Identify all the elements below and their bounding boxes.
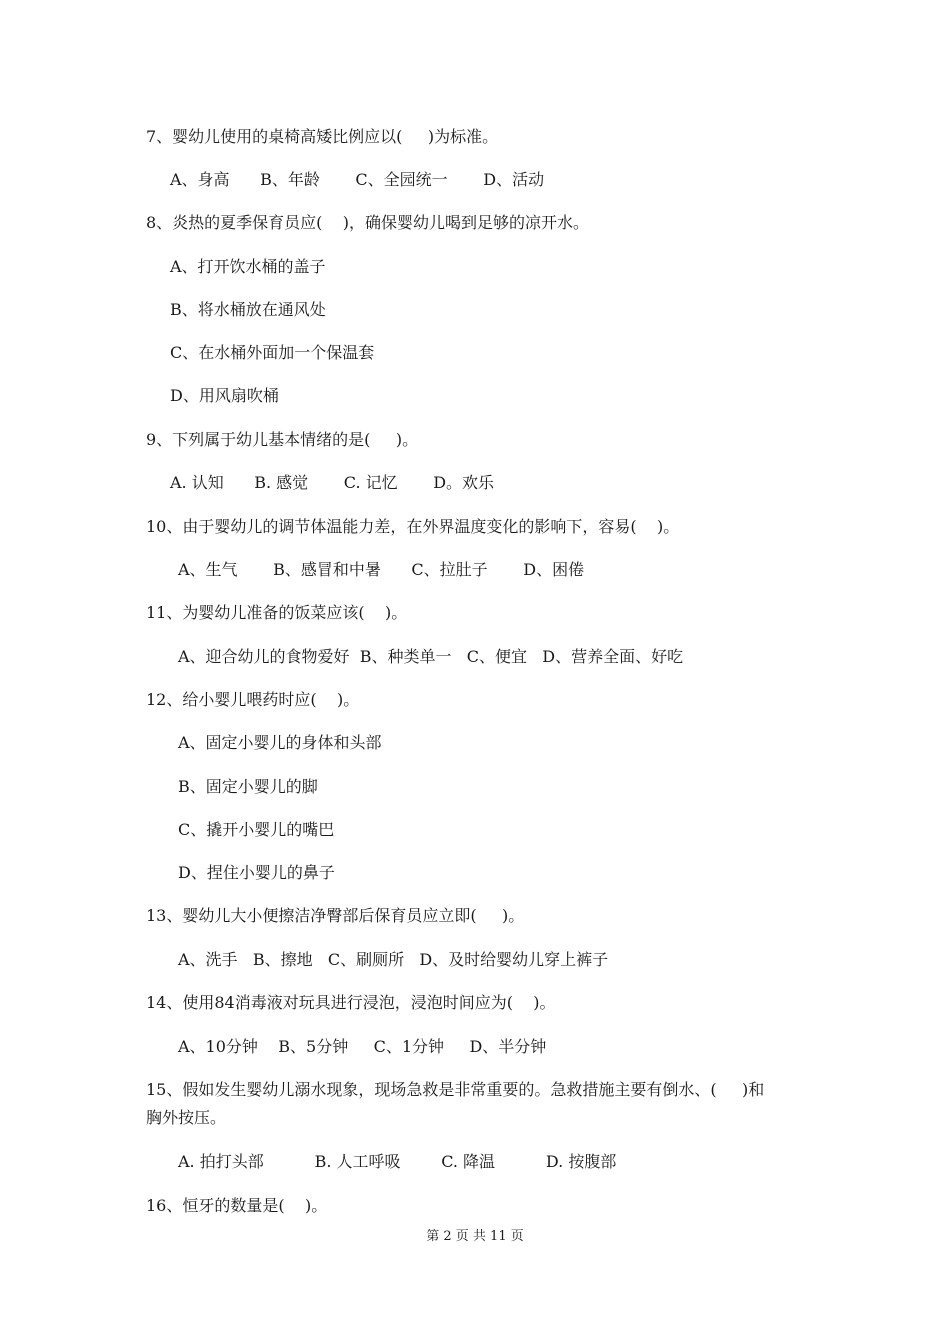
question-11-options: A、迎合幼儿的食物爱好 B、种类单一 C、便宜 D、营养全面、好吃	[178, 647, 684, 666]
question-7-stem: 7、婴幼儿使用的桌椅高矮比例应以( )为标准。	[146, 127, 499, 146]
question-13-options: A、洗手 B、擦地 C、刷厕所 D、及时给婴幼儿穿上裤子	[178, 950, 609, 969]
question-8-stem: 8、炎热的夏季保育员应( )，确保婴幼儿喝到足够的凉开水。	[146, 213, 590, 232]
question-15-stem-line-2: 胸外按压。	[146, 1108, 227, 1127]
question-8-option-a: A、打开饮水桶的盖子	[170, 257, 326, 276]
question-12-option-d: D、捏住小婴儿的鼻子	[178, 863, 335, 882]
question-15-options: A. 拍打头部 B. 人工呼吸 C. 降温 D. 按腹部	[178, 1152, 617, 1171]
question-14-options: A、10分钟 B、5分钟 C、1分钟 D、半分钟	[178, 1037, 547, 1056]
question-14-stem: 14、使用84消毒液对玩具进行浸泡，浸泡时间应为( )。	[146, 993, 556, 1012]
question-8-option-b: B、将水桶放在通风处	[170, 300, 326, 319]
question-7-options: A、身高 B、年龄 C、全园统一 D、活动	[170, 170, 545, 189]
question-12-stem: 12、给小婴儿喂药时应( )。	[146, 690, 360, 709]
question-12-option-b: B、固定小婴儿的脚	[178, 777, 318, 796]
question-10-options: A、生气 B、感冒和中暑 C、拉肚子 D、困倦	[178, 560, 585, 579]
page-footer: 第 2 页 共 11 页	[426, 1229, 524, 1244]
question-12-option-c: C、撬开小婴儿的嘴巴	[178, 820, 335, 839]
question-8-option-c: C、在水桶外面加一个保温套	[170, 343, 375, 362]
question-12-option-a: A、固定小婴儿的身体和头部	[178, 733, 382, 752]
question-10-stem: 10、由于婴幼儿的调节体温能力差，在外界温度变化的影响下，容易( )。	[146, 517, 680, 536]
question-11-stem: 11、为婴幼儿准备的饭菜应该( )。	[146, 603, 408, 622]
question-9-stem: 9、下列属于幼儿基本情绪的是( )。	[146, 430, 419, 449]
question-13-stem: 13、婴幼儿大小便擦洁净臀部后保育员应立即( )。	[146, 906, 525, 925]
question-15-stem-line-1: 15、假如发生婴幼儿溺水现象，现场急救是非常重要的。急救措施主要有倒水、( )和	[146, 1080, 765, 1099]
question-8-option-d: D、用风扇吹桶	[170, 386, 279, 405]
question-9-options: A. 认知 B. 感觉 C. 记忆 D。欢乐	[170, 473, 495, 492]
question-16-stem: 16、恒牙的数量是( )。	[146, 1196, 328, 1215]
